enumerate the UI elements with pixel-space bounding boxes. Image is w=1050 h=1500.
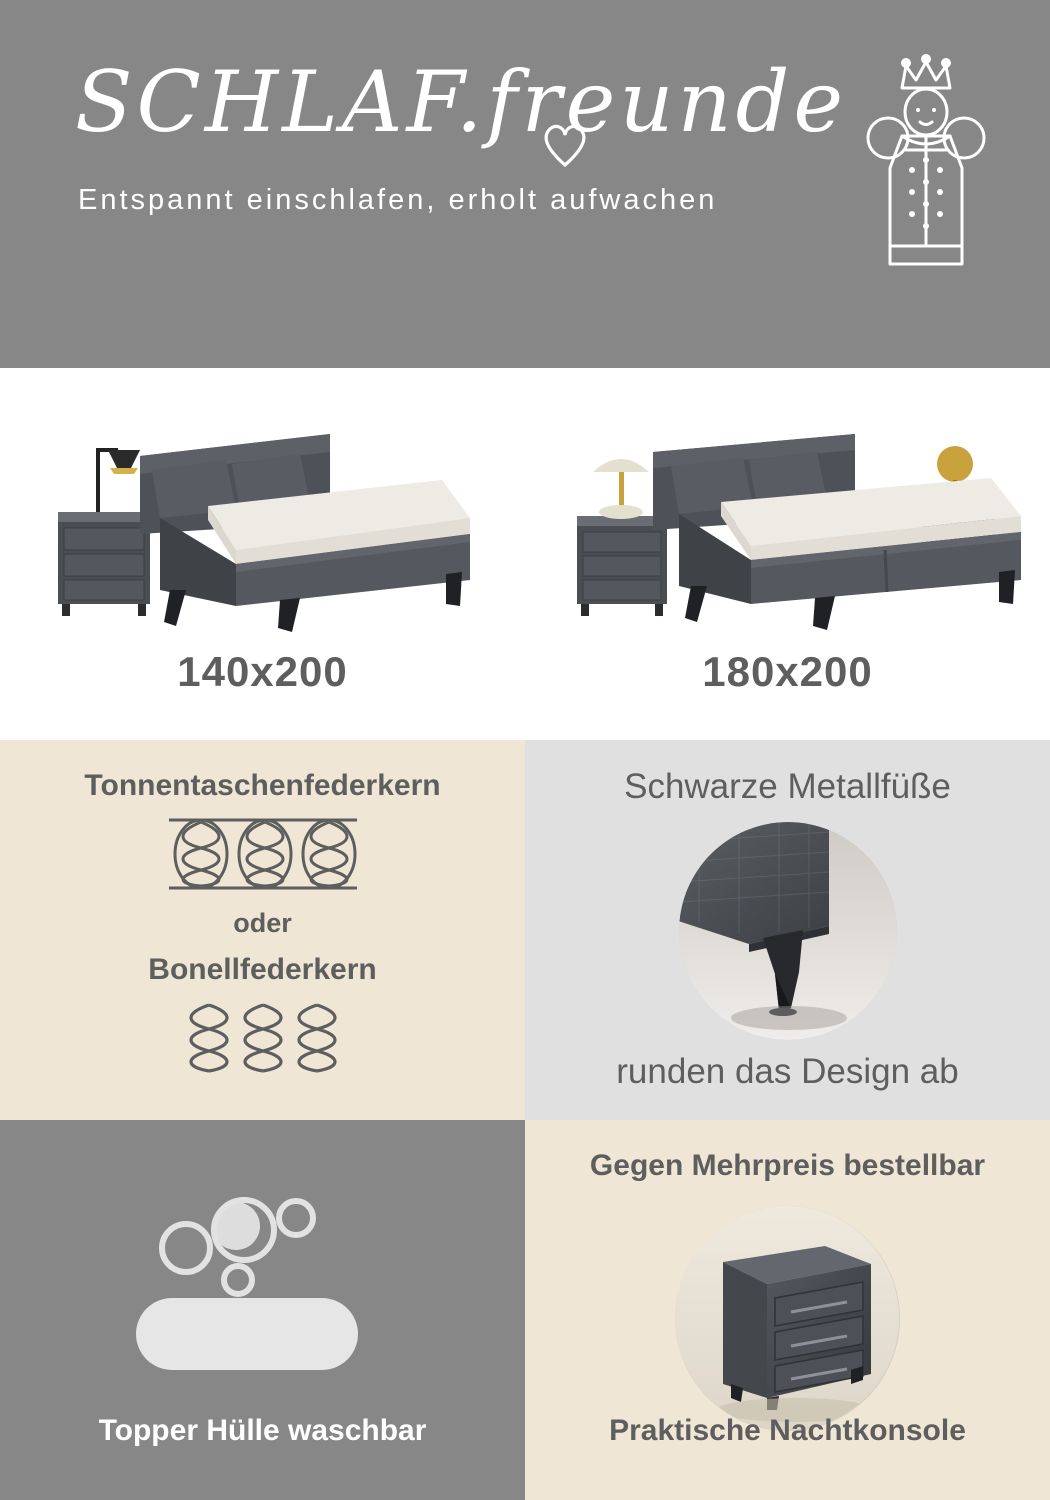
- boxspring-bed-140x200-image: [0, 394, 525, 634]
- brand-block: [60, 53, 850, 300]
- feature-nightstand-caption: Praktische Nachtkonsole: [609, 1414, 966, 1447]
- feature-washable-topper: [0, 1120, 525, 1500]
- brand-name: SCHLAF.freunde: [75, 53, 848, 151]
- boxspring-bed-180x200-image: [525, 394, 1050, 634]
- feature-spring-core: [0, 740, 525, 1120]
- feature-spring-core-title: Tonnentaschenfederkern: [84, 769, 441, 802]
- brand-tagline: Entspannt einschlafen, erholt aufwachen: [78, 184, 718, 216]
- feature-washable-topper-caption: Topper Hülle waschbar: [98, 1414, 427, 1447]
- feature-nightstand: [525, 1120, 1050, 1500]
- pocket-spring-icon: [0, 814, 525, 894]
- bonell-spring-icon: [0, 997, 525, 1077]
- size-option-180x200: [525, 368, 1050, 740]
- header-banner: [0, 0, 1050, 368]
- feature-spring-core-connector: oder: [233, 908, 292, 938]
- feature-nightstand-title: Gegen Mehrpreis bestellbar: [589, 1149, 986, 1182]
- feature-metal-feet: [525, 740, 1050, 1120]
- heart-icon: [540, 120, 590, 168]
- size-options-row: [0, 368, 1050, 740]
- black-metal-foot-photo: [679, 822, 897, 1040]
- soap-bubbles-icon: [118, 1188, 408, 1378]
- size-option-140x200: [0, 368, 525, 740]
- size-label-140x200: 140x200: [177, 648, 348, 695]
- nightstand-photo: [675, 1206, 900, 1431]
- feature-metal-feet-title: Schwarze Metallfüße: [624, 767, 951, 806]
- size-label-180x200: 180x200: [702, 648, 873, 695]
- feature-metal-feet-subtitle: runden das Design ab: [616, 1052, 959, 1091]
- queen-crown-logo-icon: [840, 40, 1000, 280]
- feature-spring-core-title2: Bonellfederkern: [148, 953, 377, 986]
